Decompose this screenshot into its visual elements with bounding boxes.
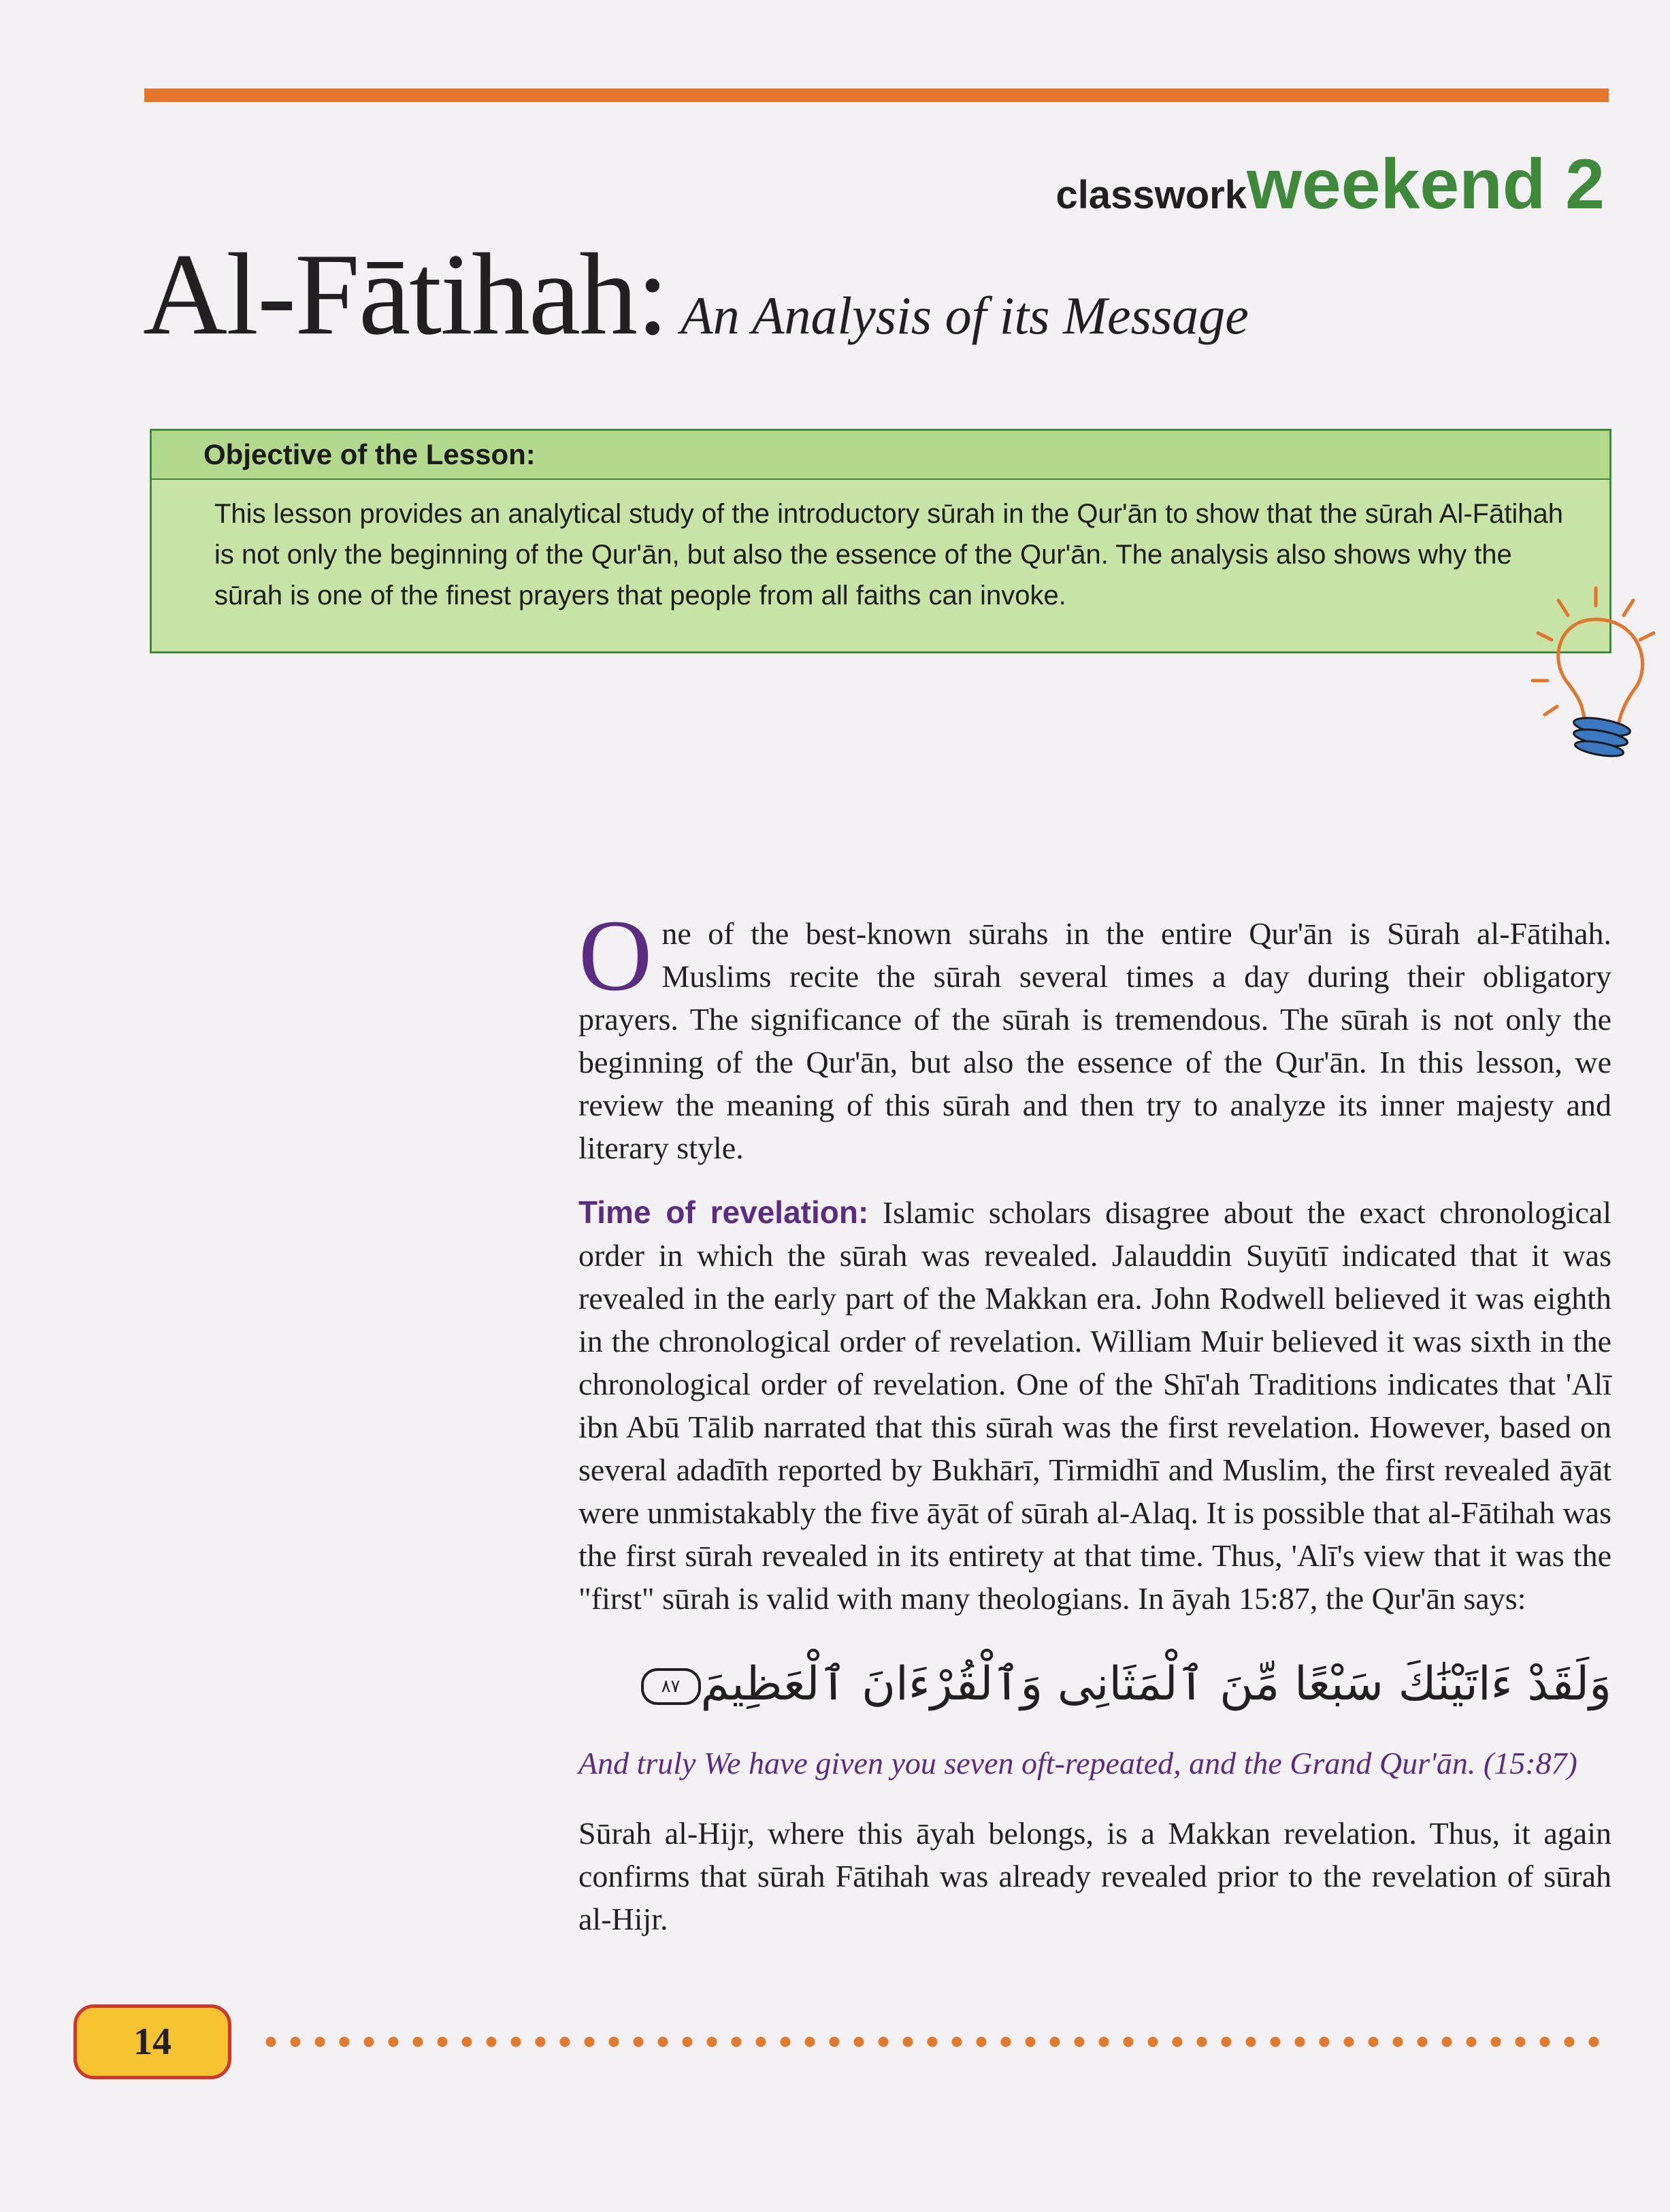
revelation-heading: Time of revelation: [578,1194,869,1230]
objective-text: This lesson provides an analytical study of the introductory sūrah in the Qur'ān to show that the sūrah Al-Fātihah is not only the beginning of the Qur'ān, but also the essence of the Qur'ān. The analysis also shows why the sūrah is one of the finest prayers that people from all faiths can invoke. [214,499,1564,611]
closing-paragraph: Sūrah al-Hijr, where this āyah belongs, is a Makkan revelation. Thus, it again confirms that sūrah Fātihah was already revealed prior to the revelation of sūrah al-Hijr. [578,1816,1611,1936]
classwork-label: classwork [1055,173,1247,217]
ayah-arabic [578,1647,1611,1722]
objective-heading: Objective of the Lesson: [152,431,1609,480]
footer-dot-line [259,2035,1613,2049]
ayah-number-marker: ٨٧ [641,1668,701,1705]
intro-text: ne of the best-known sūrahs in the entire Qur'ān is Sūrah al-Fātihah. Muslims recite the sūrah several times a day during their obligatory prayers. The significance of the sūrah is tremendous. The sūrah is not only the beginning of the Qur'ān, but also the essence of the Qur'ān. In this lesson, we review the meaning of this sūrah and then try to analyze its inner majesty and literary style. [578,916,1611,1165]
top-accent-bar [144,88,1609,102]
objective-box [150,429,1611,653]
page-title [143,228,1249,362]
ayah-translation: And truly We have given you seven oft-repeated, and the Grand Qur'ān. (15:87) [578,1746,1577,1780]
section-label [1055,144,1605,225]
page-number: 14 [73,2004,231,2079]
ayah-arabic-text: وَلَقَدْ ءَاتَيْنَٰكَ سَبْعًا مِّنَ ٱلْمَثَانِى وَٱلْقُرْءَانَ ٱلْعَظِيمَ [700,1657,1611,1711]
revelation-paragraph [578,1191,1611,1620]
title-subtitle: An Analysis of its Message [681,286,1249,345]
revelation-text: Islamic scholars disagree about the exact chronological order in which the sūrah was revealed. Jalauddin Suyūtī indicated that it was revealed in the early part of the Makkan era. John Rodwell believed it was eighth in the chronological order of revelation. William Muir believed it was sixth in the chronological order of revelation. One of the Shī'ah Traditions indicates that 'Alī ibn Abū Tālib narrated that this sūrah was the first revelation. However, based on several adadīth reported by Bukhārī, Tirmidhī and Muslim, the first revealed āyāt were unmistakably the five āyāt of sūrah al-Alaq. It is possible that al-Fātihah was the first sūrah revealed in its entirety at that time. Thus, 'Alī's view that it was the "first" sūrah is valid with many theologians. In āyah 15:87, the Qur'ān says: [578,1195,1611,1616]
weekend-label: weekend 2 [1246,145,1605,224]
intro-paragraph [578,899,1611,1169]
main-text-column [578,899,1611,1940]
drop-cap: O [578,899,653,1012]
title-main: Al-Fātihah: [143,230,668,359]
lightbulb-icon [1531,585,1660,762]
